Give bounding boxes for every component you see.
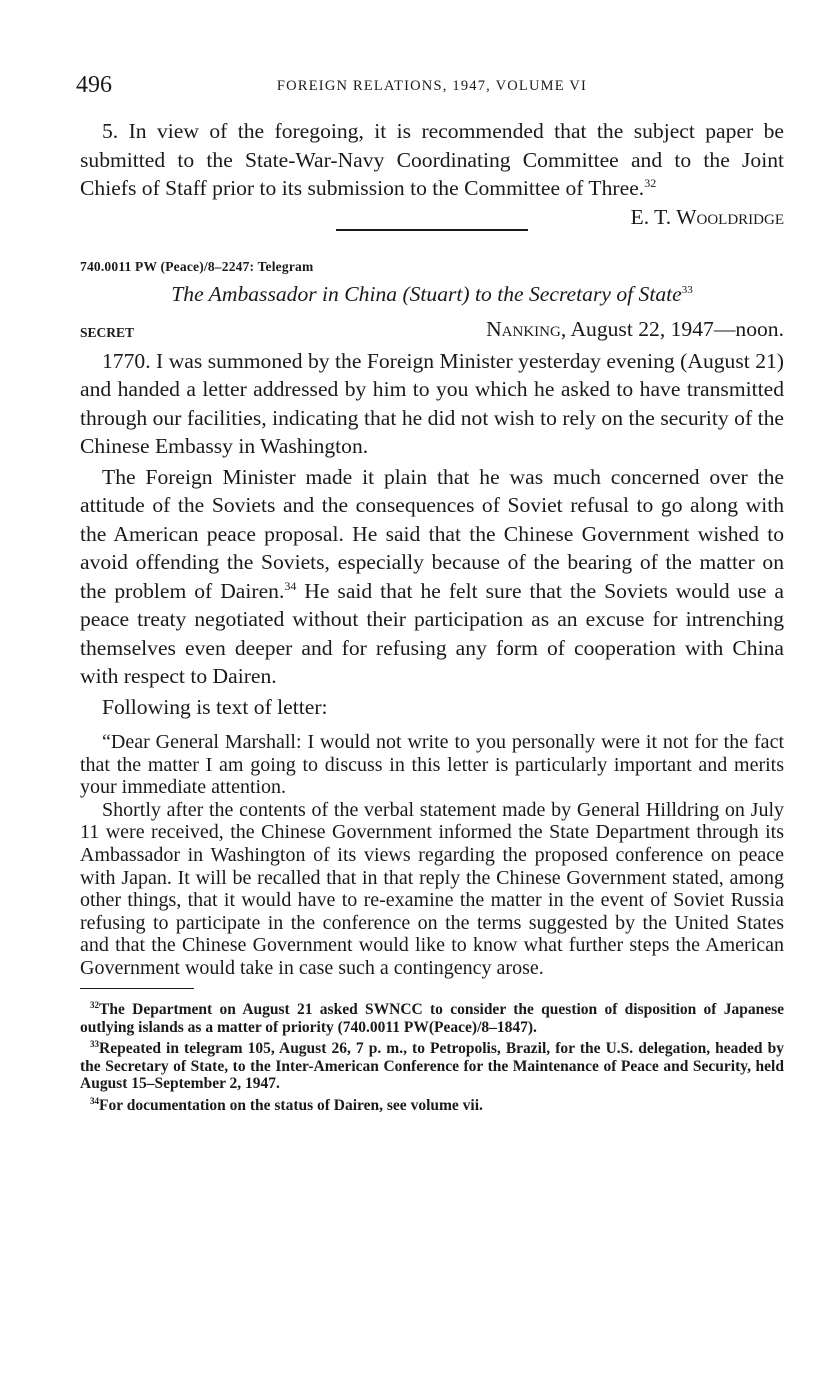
footnote-34	[80, 1093, 784, 1115]
paragraph-text: The Foreign Minister made it plain that he was much concerned over the attitude of the Soviets and the consequences of Soviet refusal to go along with the American peace proposal. He said that the Chinese Government wished to avoid offending the Soviets, especially because of the bearing of the matter on the problem of Dairen.	[80, 464, 784, 603]
dateline	[80, 317, 784, 345]
date-time: , August 22, 1947—noon.	[560, 316, 784, 341]
running-head	[76, 68, 784, 108]
footnote-33	[80, 1036, 784, 1093]
footnote-number: 32	[90, 1000, 99, 1011]
letter-paragraph: Shortly after the contents of the verbal statement made by General Hilldring on July 11 were received, the Chinese Government informed the State Department through its Ambassador in Washington of its views regarding the proposed conference on peace with Japan. It will be recalled that in that reply the Chinese Government stated, among other things, that it would have to re-examine the matter in the event of Soviet Russia refusing to participate in the conference on the terms suggested by the United States and that the Chinese Government would like to know what further steps the American Government would take in case such a contingency arose.	[80, 798, 784, 979]
footnote-text: The Department on August 21 asked SWNCC to consider the question of disposition of Japanese outlying islands as a matter of priority (740.0011 PW(Peace)/8–1847).	[80, 1001, 784, 1036]
footnote-ref-34: 34	[284, 578, 297, 593]
telegram-body	[80, 347, 784, 722]
running-title: FOREIGN RELATIONS, 1947, VOLUME VI	[276, 78, 588, 94]
file-reference: 740.0011 PW (Peace)/8–2247: Telegram	[80, 258, 314, 274]
document-heading	[80, 282, 784, 307]
footnote-divider	[80, 988, 194, 990]
page-content	[76, 68, 784, 1115]
footnote-ref-32: 32	[644, 175, 657, 190]
letter-paragraph: “Dear General Marshall: I would not write to you personally were it not for the fact that the matter I am going to discuss in this letter is particularly important and merits your immediate attention.	[80, 731, 784, 799]
document-heading-text: The Ambassador in China (Stuart) to the Secretary of State	[171, 281, 682, 306]
closing-paragraph	[80, 117, 784, 229]
place-date	[486, 317, 784, 342]
footnotes	[80, 997, 784, 1114]
footnote-ref-33: 33	[681, 283, 693, 296]
body-paragraph: Following is text of letter:	[102, 694, 328, 719]
closing-paragraph-text: 5. In view of the foregoing, it is recommended that the subject paper be submitted to the State-War-Navy Coordinating Committee and to the Joint Chiefs of Staff prior to its submission to the Committee of Three.	[80, 119, 784, 200]
body-paragraph: 1770. I was summoned by the Foreign Minister yesterday evening (August 21) and handed a letter addressed by him to you which he asked to have transmitted through our facilities, indicating that he did not wish to rely on the security of the Chinese Embassy in Washington.	[80, 348, 784, 458]
paragraph-text: He said that he felt sure that the Soviets would use a peace treaty negotiated without their participation as an excuse for intrenching themselves even deeper and for refusing any form of cooperation with China with respect to Dairen.	[80, 578, 784, 688]
footnote-text: Repeated in telegram 105, August 26, 7 p. m., to Petropolis, Brazil, for the U.S. delegation, headed by the Secretary of State, to the Inter-American Conference for the Maintenance of Peace and Security, held August 15–September 2, 1947.	[80, 1040, 784, 1093]
body-paragraph	[80, 463, 784, 691]
footnote-number: 33	[90, 1039, 99, 1050]
section-divider	[336, 229, 528, 231]
signature: E. T. Wooldridge	[630, 204, 784, 229]
place: Nanking	[486, 316, 561, 341]
footnote-text: For documentation on the status of Dairen, see volume vii.	[99, 1097, 483, 1114]
footnote-32	[80, 997, 784, 1036]
footnote-number: 34	[90, 1095, 99, 1106]
quoted-letter	[80, 731, 784, 980]
classification-label: SECRET	[80, 324, 135, 340]
page-number: 496	[76, 72, 112, 98]
